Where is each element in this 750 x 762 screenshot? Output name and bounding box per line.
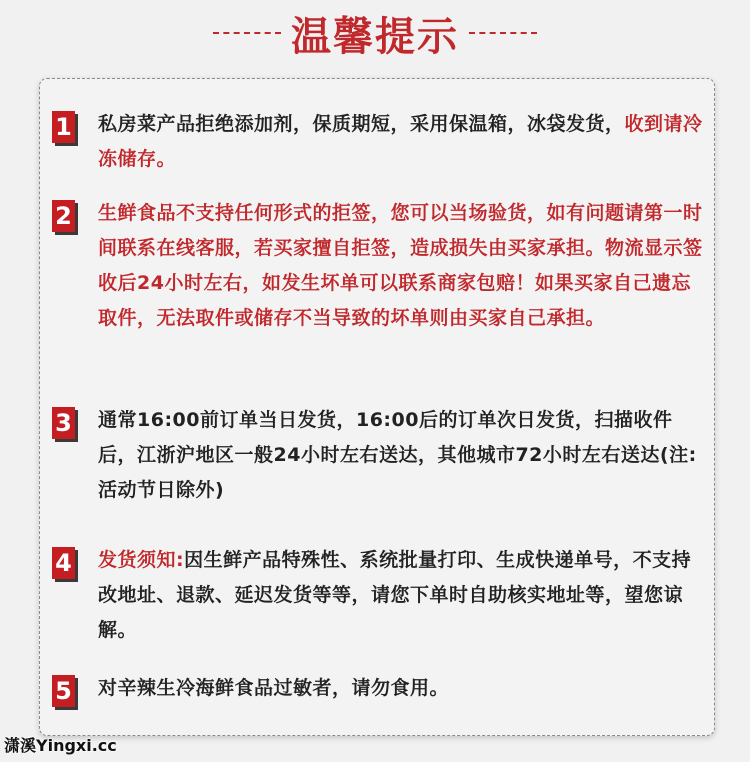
item-number-badge: 5	[52, 675, 75, 707]
item-number-badge: 1	[52, 111, 75, 143]
item-text-main: 因生鲜产品特殊性、系统批量打印、生成快递单号，不支持改地址、退款、延迟发货等等，请您下单时自助核实地址等，望您谅解。	[98, 549, 692, 641]
notice-item-1	[52, 107, 704, 177]
header	[0, 8, 750, 58]
item-number-badge: 3	[52, 407, 75, 439]
item-text: 通常16:00前订单当日发货，16:00后的订单次日发货，扫描收件后，江浙沪地区一般24小时左右送达，其他城市72小时左右送达(注:活动节日除外)	[98, 409, 697, 501]
notice-item-5	[52, 671, 704, 706]
item-text	[98, 107, 704, 177]
watermark: 潇溪Yingxi.cc	[4, 736, 117, 755]
header-left-divider	[213, 32, 281, 34]
notice-item-2	[52, 196, 704, 336]
notice-item-3	[52, 403, 704, 508]
item-lead: 发货须知:	[98, 549, 185, 571]
header-right-divider	[469, 32, 537, 34]
notice-item-4	[52, 543, 704, 648]
item-number-badge: 4	[52, 547, 75, 579]
item-text-red: 收到请冷冻储存。	[98, 113, 703, 170]
item-text-main: 私房菜产品拒绝添加剂，保质期短，采用保温箱，冰袋发货，	[98, 113, 625, 135]
item-text: 对辛辣生冷海鲜食品过敏者，请勿食用。	[98, 677, 450, 699]
item-number-badge: 2	[52, 200, 75, 232]
notice-panel	[39, 78, 715, 736]
page-title: 温馨提示	[291, 12, 459, 60]
item-text: 生鲜食品不支持任何形式的拒签，您可以当场验货，如有问题请第一时间联系在线客服，若买家擅自拒签，造成损失由买家承担。物流显示签收后24小时左右，如发生坏单可以联系商家包赔！如果买家自己遗忘取件，无法取件或储存不当导致的坏单则由买家自己承担。	[98, 202, 703, 329]
item-text	[98, 543, 704, 648]
